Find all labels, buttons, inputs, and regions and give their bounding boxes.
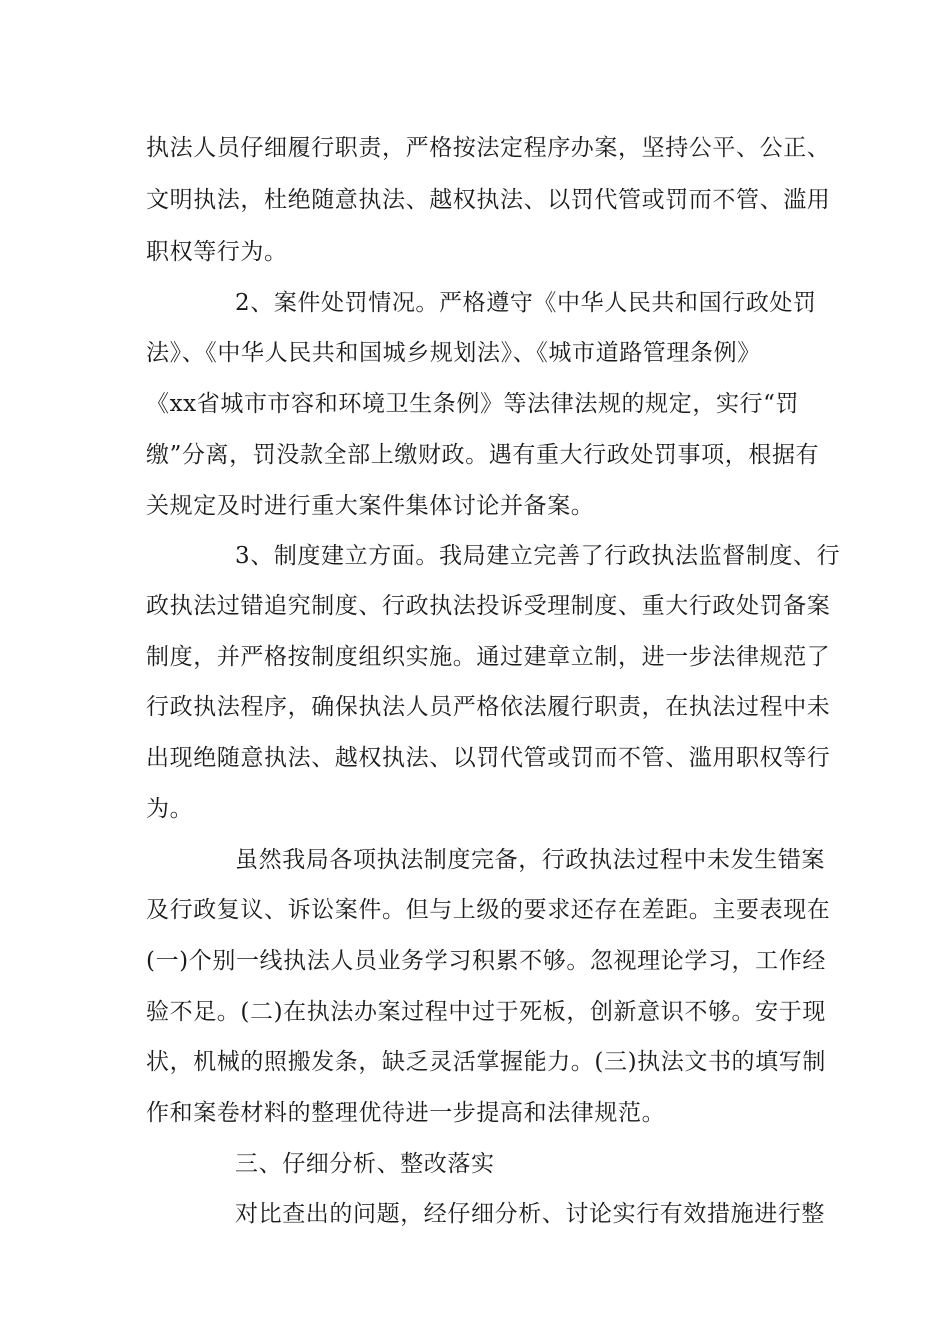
text-line: 3、制度建立方面。我局建立完善了行政执法监督制度、行 xyxy=(235,543,841,569)
text-line: 2、案件处罚情况。严格遵守《中华人民共和国行政处罚 xyxy=(235,290,817,316)
text-line: 制度，并严格按制度组织实施。通过建章立制，进一步法律规范了 xyxy=(146,644,831,670)
text-line: 法》、《中华人民共和国城乡规划法》、《城市道路管理条例》 xyxy=(146,340,761,366)
text-line: 出现绝随意执法、越权执法、以罚代管或罚而不管、滥用职权等行 xyxy=(146,745,831,771)
text-line: 关规定及时进行重大案件集体讨论并备案。 xyxy=(146,493,595,519)
text-line: 虽然我局各项执法制度完备，行政执法过程中未发生错案 xyxy=(235,847,825,873)
text-line: 缴”分离，罚没款全部上缴财政。遇有重大行政处罚事项，根据有 xyxy=(146,442,820,468)
text-line: 职权等行为。 xyxy=(146,239,288,265)
text-line: 状，机械的照搬发条，缺乏灵活掌握能力。(三)执法文书的填写制 xyxy=(146,1049,826,1075)
section-heading: 三、仔细分析、整改落实 xyxy=(235,1151,495,1177)
text-line: 行政执法程序，确保执法人员严格依法履行职责，在执法过程中未 xyxy=(146,694,831,720)
text-line: 为。 xyxy=(146,796,194,822)
text-line: 验不足。(二)在执法办案过程中过于死板，创新意识不够。安于现 xyxy=(146,999,826,1025)
text-line: 《xx省城市市容和环境卫生条例》等法律法规的规定，实行“罚 xyxy=(146,391,800,417)
text-line: 及行政复议、诉讼案件。但与上级的要求还存在差距。主要表现在 xyxy=(146,897,831,923)
text-line: (一)个别一线执法人员业务学习积累不够。忽视理论学习，工作经 xyxy=(146,948,826,974)
text-line: 政执法过错追究制度、行政执法投诉受理制度、重大行政处罚备案 xyxy=(146,593,831,619)
text-line: 执法人员仔细履行职责，严格按法定程序办案，坚持公平、公正、 xyxy=(146,135,831,161)
text-line: 文明执法，杜绝随意执法、越权执法、以罚代管或罚而不管、滥用 xyxy=(146,187,831,213)
text-line: 作和案卷材料的整理优待进一步提高和法律规范。 xyxy=(146,1100,666,1126)
text-line: 对比查出的问题，经仔细分析、讨论实行有效措施进行整 xyxy=(235,1201,825,1227)
